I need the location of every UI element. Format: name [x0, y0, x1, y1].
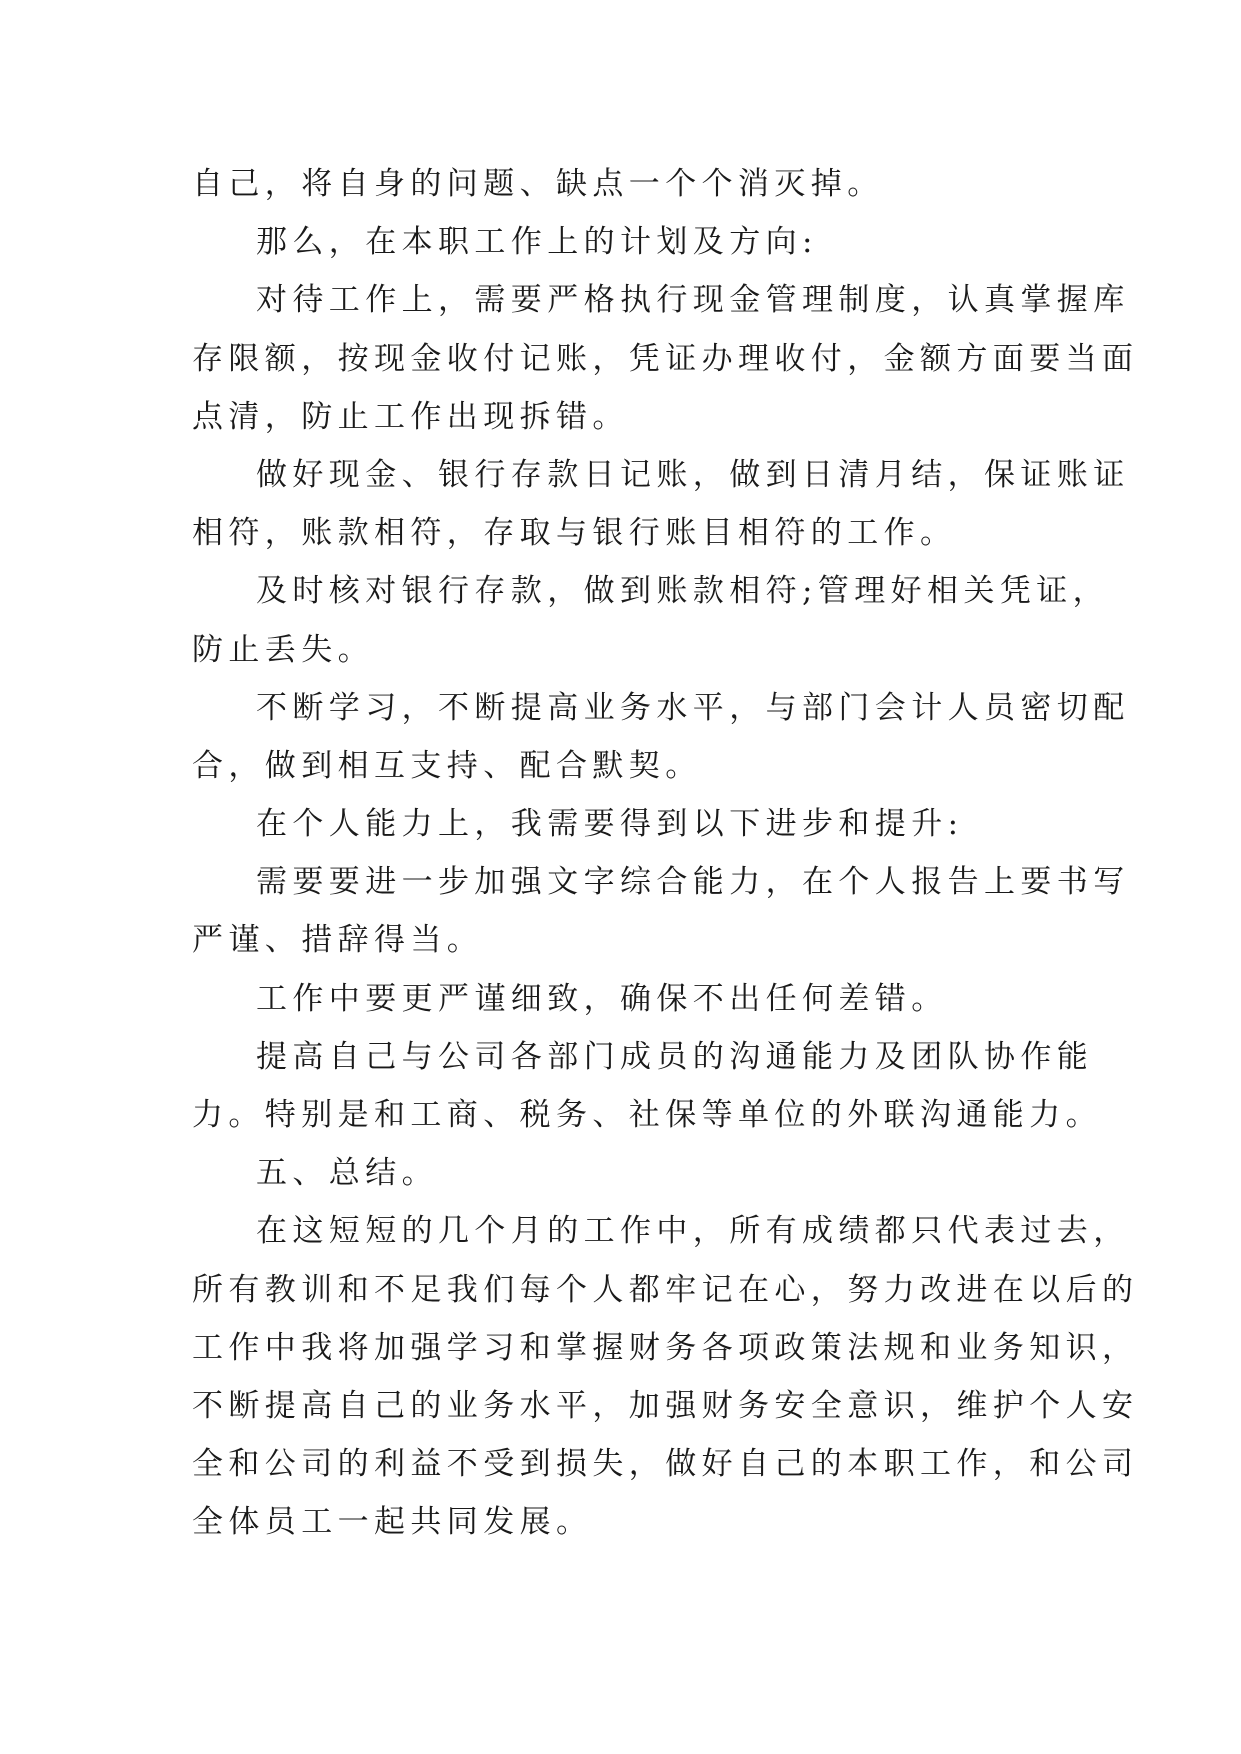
text-line: 在个人能力上，我需要得到以下进步和提升:	[256, 806, 964, 843]
text-line: 需要要进一步加强文字综合能力，在个人报告上要书写	[256, 864, 1130, 901]
section-heading: 五、总结。	[256, 1155, 438, 1192]
text-line: 严谨、措辞得当。	[192, 922, 484, 959]
text-line: 所有教训和不足我们每个人都牢记在心，努力改进在以后的	[192, 1271, 1139, 1308]
text-line: 不断提高自己的业务水平，加强财务安全意识，维护个人安	[192, 1387, 1139, 1424]
text-line: 防止丢失。	[192, 631, 374, 668]
text-line: 力。特别是和工商、税务、社保等单位的外联沟通能力。	[192, 1097, 1102, 1133]
text-line: 全和公司的利益不受到损失，做好自己的本职工作，和公司	[192, 1446, 1139, 1483]
text-line: 工作中要更严谨细致，确保不出任何差错。	[256, 980, 948, 1017]
document-body	[192, 155, 1139, 1552]
text-line: 对待工作上，需要严格执行现金管理制度，认真掌握库	[256, 282, 1130, 319]
text-line: 点清，防止工作出现拆错。	[192, 398, 629, 435]
text-line: 提高自己与公司各部门成员的沟通能力及团队协作能	[256, 1038, 1094, 1075]
text-line: 工作中我将加强学习和掌握财务各项政策法规和业务知识，	[192, 1329, 1139, 1366]
text-line: 及时核对银行存款，做到账款相符;管理好相关凭证，	[256, 573, 1110, 610]
text-line: 全体员工一起共同发展。	[192, 1504, 593, 1541]
text-line: 那么，在本职工作上的计划及方向:	[256, 224, 818, 261]
text-line: 做好现金、银行存款日记账，做到日清月结，保证账证	[256, 456, 1130, 493]
text-line: 相符，账款相符，存取与银行账目相符的工作。	[192, 515, 957, 552]
text-line: 不断学习，不断提高业务水平，与部门会计人员密切配	[256, 689, 1130, 726]
text-line: 在这短短的几个月的工作中，所有成绩都只代表过去，	[256, 1213, 1130, 1250]
text-line: 合，做到相互支持、配合默契。	[192, 747, 702, 784]
text-line: 存限额，按现金收付记账，凭证办理收付，金额方面要当面	[192, 340, 1139, 377]
text-line: 自己，将自身的问题、缺点一个个消灭掉。	[192, 166, 884, 202]
